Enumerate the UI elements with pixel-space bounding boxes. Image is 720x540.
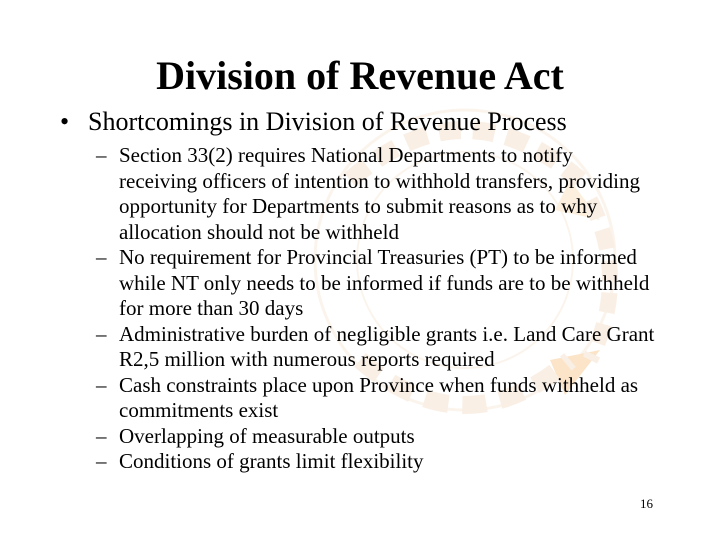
page-number: 16 (640, 496, 653, 511)
list-item (96, 373, 656, 424)
bullet-dot-icon: • (60, 107, 70, 136)
main-bullet-text: Shortcomings in Division of Revenue Process (88, 107, 567, 136)
list-item-text: Administrative burden of negligible grants i.e. Land Care Grant R2,5 million with numerous reports required (119, 321, 655, 371)
sub-bullet-list (96, 143, 656, 475)
dash-icon: – (96, 321, 107, 346)
list-item (96, 143, 656, 245)
list-item (96, 322, 656, 373)
list-item (96, 424, 656, 450)
list-item-text: Section 33(2) requires National Departments to notify receiving officers of intention to withhold transfers, providing opportunity for Departments to submit reasons as to why allocation should not be withheld (119, 143, 640, 244)
dash-icon: – (96, 245, 107, 269)
list-item-text: No requirement for Provincial Treasuries (PT) to be informed while NT only needs to be informed if funds are to be withheld for more than 30 days (119, 245, 650, 320)
slide-title: Division of Revenue Act (156, 53, 564, 98)
list-item-text: Cash constraints place upon Province when funds withheld as commitments exist (119, 372, 639, 422)
list-item-text: Overlapping of measurable outputs (119, 423, 415, 448)
dash-icon: – (96, 372, 107, 397)
dash-icon: – (96, 143, 107, 167)
dash-icon: – (96, 449, 107, 473)
list-item (96, 245, 656, 322)
list-item (96, 449, 656, 475)
list-item-text: Conditions of grants limit flexibility (119, 449, 424, 473)
dash-icon: – (96, 423, 107, 448)
main-bullet (60, 106, 680, 138)
